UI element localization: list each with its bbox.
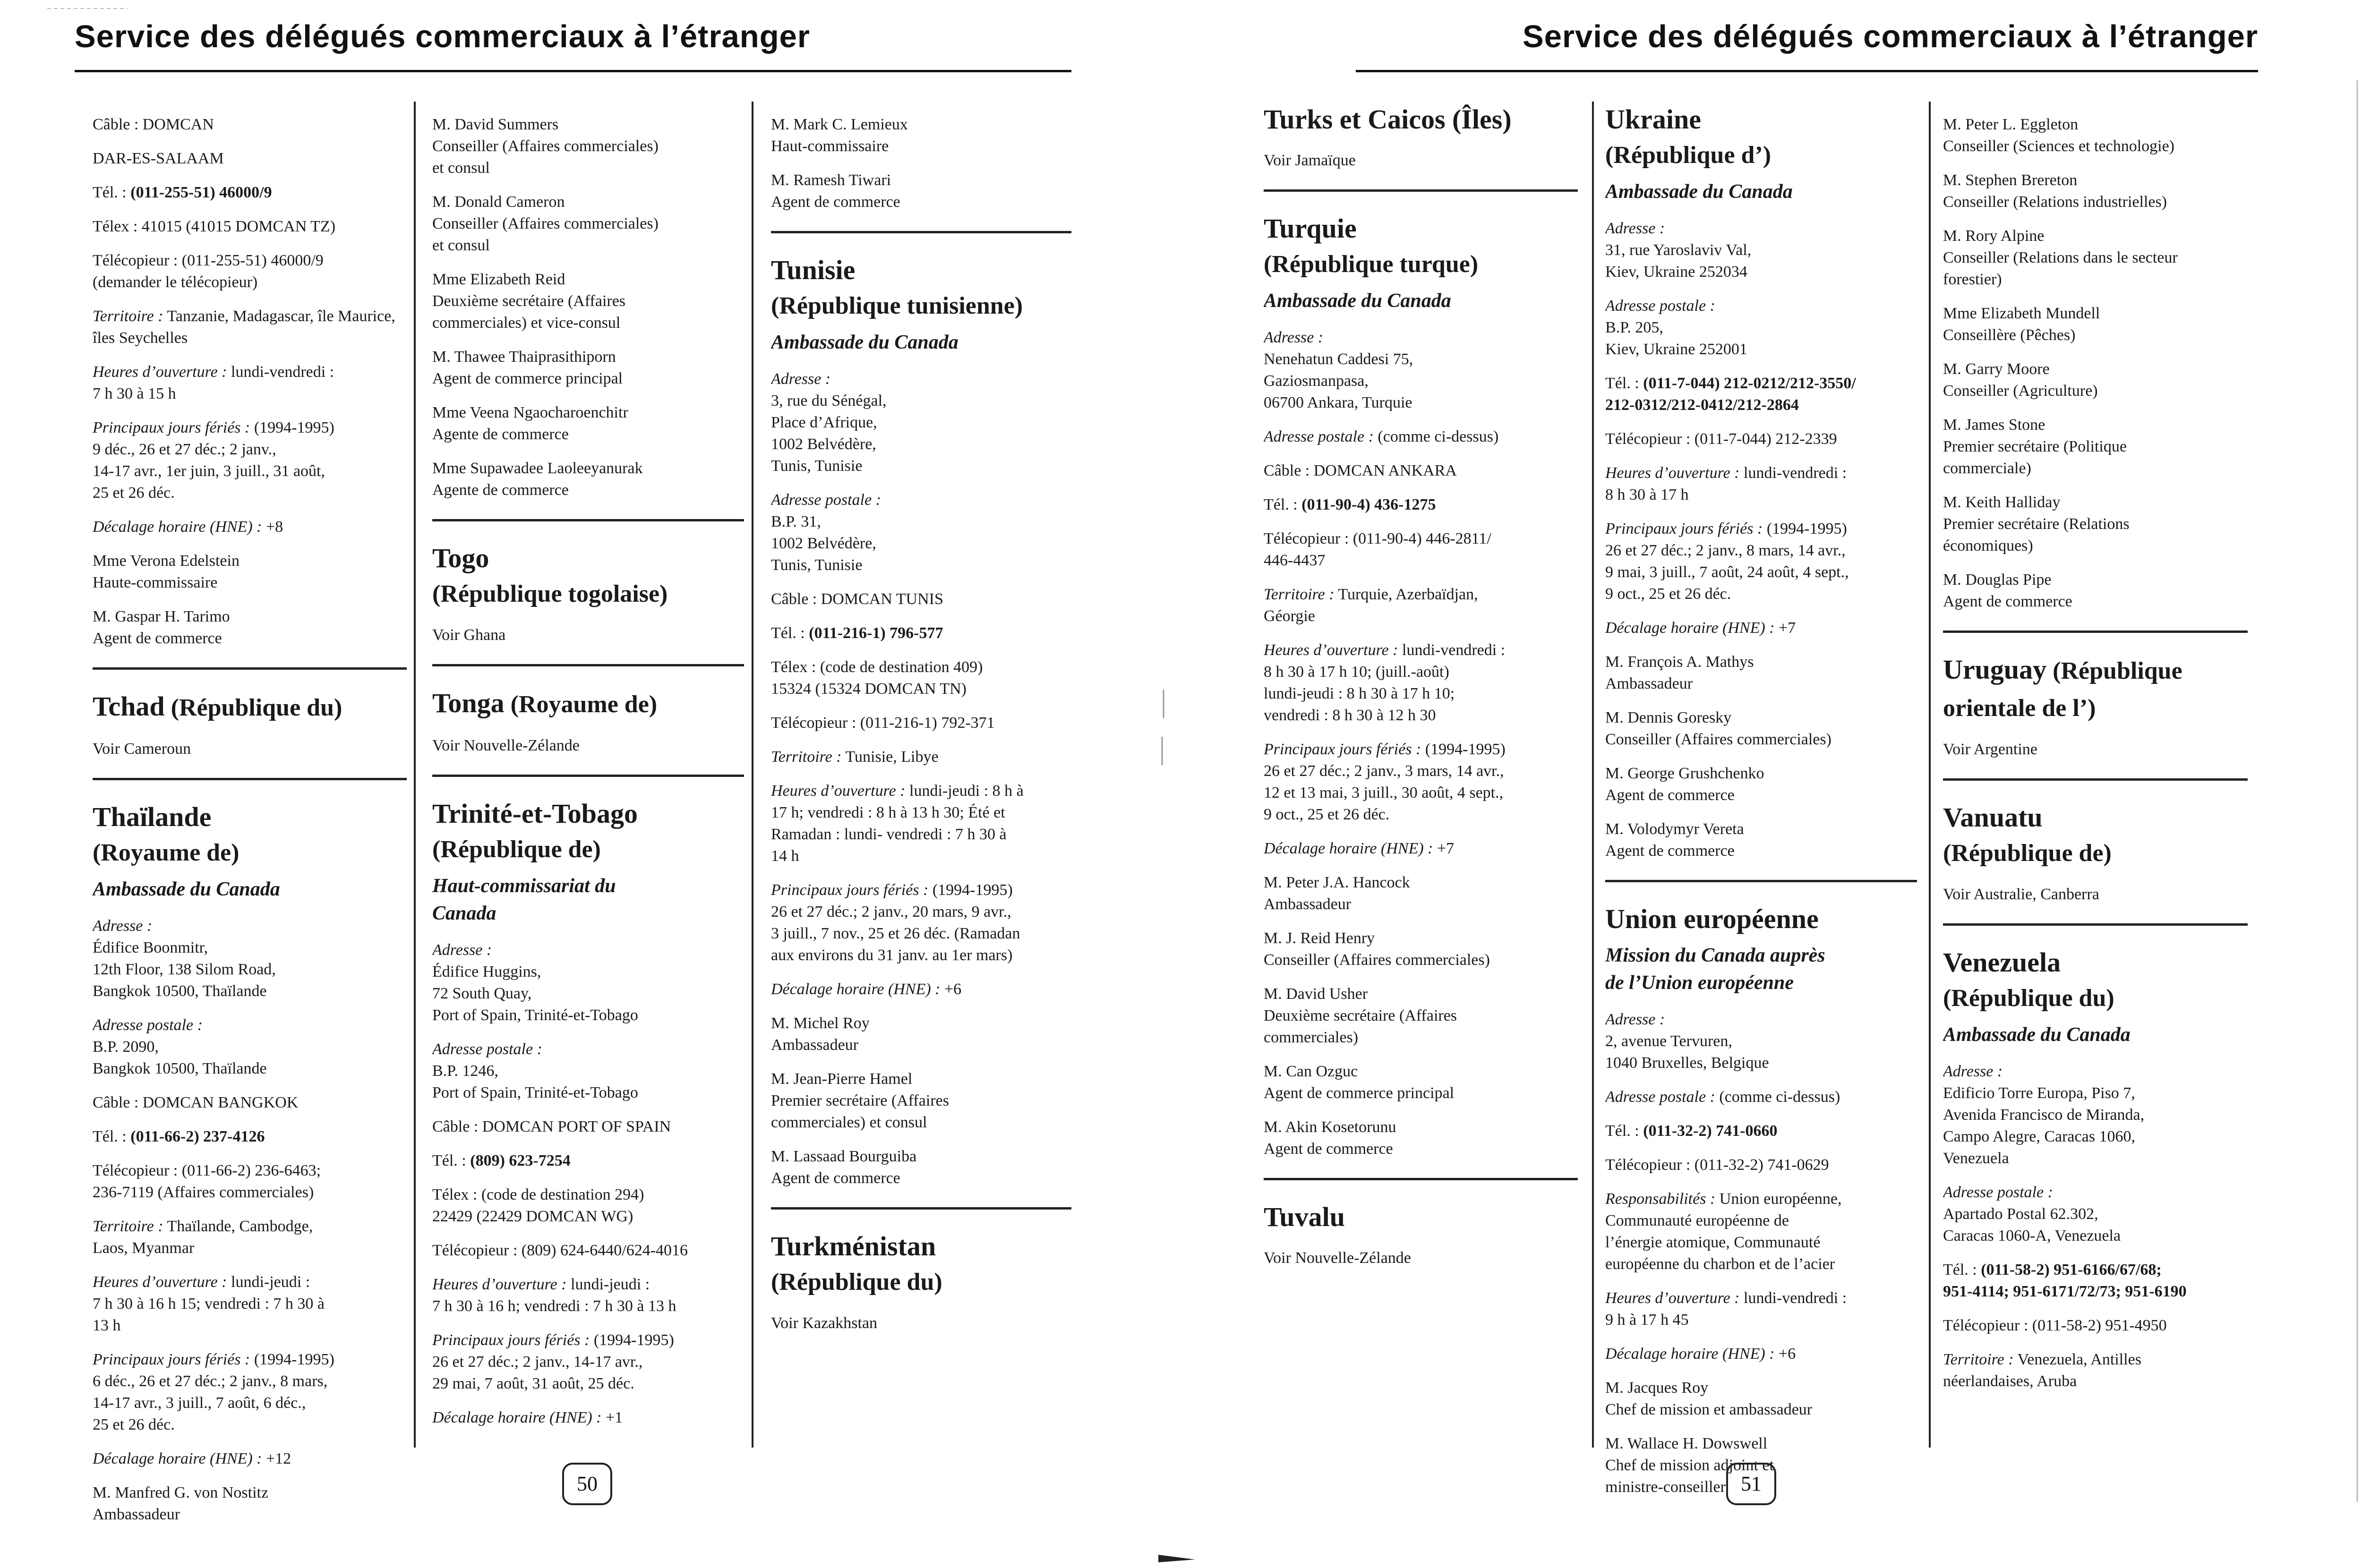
field-label: Adresse :	[1264, 329, 1324, 346]
country-name: Turkménistan	[771, 1231, 936, 1261]
field-label: Adresse postale :	[1264, 428, 1374, 445]
country-qualifier: (République du)	[164, 694, 342, 721]
contact-value: (011-90-4) 436-1275	[1301, 496, 1436, 513]
country-subtitle: (République de)	[1943, 840, 2112, 867]
person-role: Chef de mission et ambassadeur	[1605, 1401, 1813, 1418]
field-value: Union européenne, Communauté européenne de l’énergie atomique, Communauté européenne du charbon et de l’acier	[1605, 1190, 1842, 1273]
person-role: Agente de commerce	[432, 426, 569, 443]
field-value: (comme ci-dessus)	[1715, 1088, 1840, 1106]
person-name: M. Akin Kosetorunu	[1264, 1118, 1396, 1136]
person-name: M. Jacques Roy	[1605, 1379, 1709, 1397]
country-subtitle: (République d’)	[1605, 142, 1772, 169]
field-value: (1994-1995) 26 et 27 déc.; 2 janv., 3 mars, 14 avr., 12 et 13 mai, 3 juill., 30 août, 4 sept., 9 oct., 25 et 26 déc.	[1264, 741, 1506, 823]
person-name: M. Donald Cameron	[432, 193, 565, 211]
page-number: 50	[562, 1463, 612, 1505]
field-value: lundi-jeudi : 8 h à 17 h; vendredi : 8 h à 13 h 30; Été et Ramadan : lundi- vendredi : 7 h 30 à 14 h	[771, 782, 1024, 865]
field-label: Principaux jours fériés :	[1605, 520, 1763, 537]
person-name: M. Peter J.A. Hancock	[1264, 874, 1410, 891]
field-value: +7	[1433, 840, 1455, 857]
country-name: Ukraine	[1605, 104, 1701, 135]
contact-value: (011-7-044) 212-0212/212-3550/ 212-0312/212-0412/212-2864	[1605, 375, 1856, 414]
contact-label: Tél. :	[1605, 1122, 1643, 1140]
field-label: Principaux jours fériés :	[1264, 741, 1421, 758]
contact-line: Câble : DOMCAN	[93, 116, 214, 133]
person-role: Ambassadeur	[1264, 895, 1352, 913]
person-name: M. Dennis Goresky	[1605, 709, 1732, 726]
mission-name: Ambassade du Canada	[1943, 1024, 2131, 1046]
person-role: Deuxième secrétaire (Affaires commerciales)	[1264, 1007, 1457, 1046]
field-label: Territoire :	[1943, 1351, 2014, 1368]
country-qualifier: (République orientale de l’)	[1943, 657, 2182, 722]
country-subtitle: (République du)	[771, 1269, 942, 1295]
contact-label: Tél. :	[1605, 375, 1643, 392]
person-name: M. Peter L. Eggleton	[1943, 116, 2079, 133]
field-value: lundi-vendredi : 9 h à 17 h 45	[1605, 1289, 1847, 1329]
field-value: B.P. 31, 1002 Belvédère, Tunis, Tunisie	[771, 513, 876, 574]
field-label: Adresse :	[432, 941, 492, 959]
contact-line: Télex : 41015 (41015 DOMCAN TZ)	[93, 218, 336, 235]
person-role: Conseillère (Pêches)	[1943, 326, 2076, 344]
person-role: Premier secrétaire (Relations économiques)	[1943, 515, 2130, 554]
field-label: Décalage horaire (HNE) :	[432, 1409, 602, 1426]
contact-value: (011-66-2) 237-4126	[130, 1128, 265, 1145]
contact-line: Câble : DOMCAN TUNIS	[771, 590, 943, 608]
field-label: Adresse :	[1605, 220, 1665, 237]
person-name: M. James Stone	[1943, 416, 2045, 434]
country-subtitle: (République tunisienne)	[771, 292, 1023, 319]
country-name: Vanuatu	[1943, 802, 2043, 833]
person-name: Mme Verona Edelstein	[93, 552, 240, 570]
contact-value: (011-255-51) 46000/9	[130, 184, 272, 201]
field-label: Décalage horaire (HNE) :	[1605, 1345, 1775, 1363]
person-name: M. David Usher	[1264, 985, 1368, 1003]
field-label: Adresse :	[771, 370, 831, 388]
field-value: (1994-1995) 26 et 27 déc.; 2 janv., 14-17 avr., 29 mai, 7 août, 31 août, 25 déc.	[432, 1331, 674, 1392]
person-name: Mme Supawadee Laoleeyanurak	[432, 460, 643, 477]
field-value: +6	[1774, 1345, 1796, 1363]
field-label: Heures d’ouverture :	[1605, 1289, 1740, 1307]
person-name: M. Douglas Pipe	[1943, 571, 2052, 588]
field-label: Adresse postale :	[1605, 1088, 1715, 1106]
contact-line: Télécopieur : (011-58-2) 951-4950	[1943, 1317, 2167, 1334]
field-label: Adresse postale :	[1943, 1184, 2053, 1201]
contact-line: Télécopieur : (011-7-044) 212-2339	[1605, 430, 1837, 448]
person-role: Ambassadeur	[771, 1036, 859, 1054]
person-role: Ambassadeur	[1605, 675, 1693, 692]
person-name: M. Can Ozguc	[1264, 1063, 1358, 1080]
contact-value: (011-216-1) 796-577	[809, 624, 943, 642]
field-label: Décalage horaire (HNE) :	[771, 980, 941, 998]
see-reference: Voir Nouvelle-Zélande	[1264, 1249, 1411, 1267]
field-value: Édifice Boonmitr, 12th Floor, 138 Silom Road, Bangkok 10500, Thaïlande	[93, 939, 276, 1000]
person-name: M. George Grushchenko	[1605, 765, 1764, 782]
mission-name: Ambassade du Canada	[1605, 181, 1793, 203]
country-name: Union européenne	[1605, 903, 1819, 934]
contact-line: Télex : (code de destination 294) 22429 (22429 DOMCAN WG)	[432, 1186, 644, 1225]
field-label: Adresse postale :	[1605, 297, 1715, 315]
field-value: Tanzanie, Madagascar, île Maurice, îles Seychelles	[93, 307, 395, 347]
person-role: Ambassadeur	[93, 1506, 180, 1523]
field-value: B.P. 205, Kiev, Ukraine 252001	[1605, 319, 1747, 358]
person-name: M. Jean-Pierre Hamel	[771, 1070, 913, 1088]
see-reference: Voir Nouvelle-Zélande	[432, 737, 580, 754]
field-value: (1994-1995) 6 déc., 26 et 27 déc.; 2 janv., 8 mars, 14-17 avr., 3 juill., 7 août, 6 déc., 25 et 26 déc.	[93, 1351, 334, 1433]
country-name: Turquie	[1264, 213, 1357, 244]
see-reference: Voir Australie, Canberra	[1943, 886, 2099, 903]
person-name: M. Ramesh Tiwari	[771, 171, 891, 189]
contact-value: (011-32-2) 741-0660	[1643, 1122, 1778, 1140]
page-header-right: Service des délégués commerciaux à l’étranger	[1523, 19, 2258, 54]
contact-line: Télécopieur : (011-255-51) 46000/9 (demander le télécopieur)	[93, 252, 324, 291]
field-label: Principaux jours fériés :	[771, 881, 929, 899]
field-label: Responsabilités :	[1605, 1190, 1716, 1208]
contact-label: Tél. :	[771, 624, 809, 642]
person-name: M. Rory Alpine	[1943, 227, 2045, 245]
field-value: Apartado Postal 62.302, Caracas 1060-A, Venezuela	[1943, 1205, 2121, 1244]
mission-name: Mission du Canada auprès de l’Union européenne	[1605, 945, 1825, 994]
person-role: Conseiller (Relations industrielles)	[1943, 193, 2167, 211]
country-name: Venezuela	[1943, 947, 2061, 978]
person-role: Conseiller (Relations dans le secteur forestier)	[1943, 249, 2178, 288]
person-name: M. Keith Halliday	[1943, 494, 2061, 511]
field-value: 3, rue du Sénégal, Place d’Afrique, 1002 Belvédère, Tunis, Tunisie	[771, 392, 887, 475]
field-label: Territoire :	[1264, 586, 1335, 603]
field-value: lundi-jeudi : 7 h 30 à 16 h 15; vendredi : 7 h 30 à 13 h	[93, 1273, 325, 1334]
person-name: M. J. Reid Henry	[1264, 929, 1375, 947]
field-value: Thaïlande, Cambodge, Laos, Myanmar	[93, 1218, 313, 1257]
field-label: Adresse :	[1943, 1063, 2003, 1080]
see-reference: Voir Kazakhstan	[771, 1314, 878, 1332]
field-value: Nenehatun Caddesi 75, Gaziosmanpasa, 06700 Ankara, Turquie	[1264, 350, 1413, 411]
field-value: Tunisie, Libye	[841, 748, 939, 766]
country-name: Tuvalu	[1264, 1202, 1345, 1232]
field-label: Adresse :	[93, 917, 153, 935]
person-role: Premier secrétaire (Politique commerciale)	[1943, 438, 2127, 477]
contact-line: Câble : DOMCAN PORT OF SPAIN	[432, 1118, 671, 1135]
field-label: Adresse postale :	[93, 1016, 203, 1034]
person-name: M. Gaspar H. Tarimo	[93, 608, 230, 625]
see-reference: Voir Ghana	[432, 626, 506, 644]
see-reference: Voir Jamaïque	[1264, 152, 1356, 169]
country-name: Togo	[432, 543, 489, 573]
field-value: lundi-vendredi : 7 h 30 à 15 h	[93, 363, 334, 402]
contact-value: (809) 623-7254	[470, 1152, 571, 1169]
contact-line: DAR-ES-SALAAM	[93, 150, 224, 167]
field-label: Territoire :	[771, 748, 842, 766]
field-value: (1994-1995) 9 déc., 26 et 27 déc.; 2 janv., 14-17 avr., 1er juin, 3 juill., 31 août, 25 et 26 déc.	[93, 419, 334, 502]
field-label: Heures d’ouverture :	[771, 782, 906, 800]
country-subtitle: (République de)	[432, 836, 601, 863]
contact-label: Tél. :	[1943, 1261, 1981, 1278]
field-label: Heures d’ouverture :	[93, 1273, 227, 1291]
field-value: B.P. 2090, Bangkok 10500, Thaïlande	[93, 1038, 267, 1077]
person-name: M. Volodymyr Vereta	[1605, 820, 1744, 838]
contact-label: Tél. :	[1264, 496, 1302, 513]
field-value: +6	[940, 980, 962, 998]
field-value: +8	[262, 518, 283, 536]
field-value: 31, rue Yaroslaviv Val, Kiev, Ukraine 252034	[1605, 241, 1752, 281]
person-role: Agent de commerce principal	[432, 370, 623, 387]
field-label: Heures d’ouverture :	[1605, 464, 1740, 482]
field-value: Édifice Huggins, 72 South Quay, Port of Spain, Trinité-et-Tobago	[432, 963, 638, 1024]
person-name: M. Lassaad Bourguiba	[771, 1148, 917, 1165]
field-label: Heures d’ouverture :	[1264, 641, 1398, 659]
field-value: Edificio Torre Europa, Piso 7, Avenida Francisco de Miranda, Campo Alegre, Caracas 1060, Venezuela	[1943, 1084, 2145, 1167]
contact-line: Câble : DOMCAN BANGKOK	[93, 1094, 299, 1111]
country-subtitle: (Royaume de)	[93, 839, 240, 866]
see-reference: Voir Argentine	[1943, 741, 2037, 758]
field-label: Principaux jours fériés :	[93, 419, 250, 436]
person-role: Agent de commerce principal	[1264, 1084, 1455, 1102]
person-role: Agent de commerce	[1943, 593, 2072, 610]
country-name: Trinité-et-Tobago	[432, 798, 638, 829]
person-name: Mme Veena Ngaocharoenchitr	[432, 404, 628, 421]
contact-line: Télécopieur : (011-66-2) 236-6463; 236-7119 (Affaires commerciales)	[93, 1162, 321, 1201]
person-name: M. Michel Roy	[771, 1014, 870, 1032]
person-role: Conseiller (Affaires commerciales)	[1605, 731, 1831, 748]
field-value: Turquie, Azerbaïdjan, Géorgie	[1264, 586, 1478, 625]
contact-line: Câble : DOMCAN ANKARA	[1264, 462, 1457, 479]
person-name: M. Mark C. Lemieux	[771, 116, 908, 133]
mission-name: Ambassade du Canada	[93, 878, 280, 900]
contact-label: Tél. :	[93, 184, 131, 201]
person-role: Conseiller (Sciences et technologie)	[1943, 137, 2174, 155]
field-label: Principaux jours fériés :	[93, 1351, 250, 1368]
person-role: Conseiller (Agriculture)	[1943, 382, 2098, 400]
contact-line: Télécopieur : (809) 624-6440/624-4016	[432, 1242, 688, 1259]
field-value: B.P. 1246, Port of Spain, Trinité-et-Tobago	[432, 1062, 638, 1101]
page-header-left: Service des délégués commerciaux à l’étranger	[75, 19, 810, 54]
contact-label: Tél. :	[432, 1152, 471, 1169]
field-label: Adresse :	[1605, 1011, 1665, 1028]
see-reference: Voir Cameroun	[93, 740, 191, 758]
person-name: M. Wallace H. Dowswell	[1605, 1435, 1768, 1452]
country-name: Thaïlande	[93, 801, 212, 832]
person-role: Agent de commerce	[1605, 842, 1735, 860]
mission-name: Ambassade du Canada	[771, 332, 958, 353]
person-role: Haut-commissaire	[771, 137, 889, 155]
person-role: Agent de commerce	[771, 1169, 900, 1187]
country-name: Uruguay	[1943, 654, 2047, 685]
person-name: M. Manfred G. von Nostitz	[93, 1484, 269, 1501]
person-role: Deuxième secrétaire (Affaires commerciales) et vice-consul	[432, 292, 626, 332]
person-role: Agent de commerce	[93, 630, 222, 647]
contact-line: Télécopieur : (011-32-2) 741-0629	[1605, 1156, 1829, 1174]
field-label: Heures d’ouverture :	[432, 1276, 567, 1293]
field-value: (1994-1995) 26 et 27 déc.; 2 janv., 8 mars, 14 avr., 9 mai, 3 juill., 7 août, 24 août, 4 sept., 9 oct., 25 et 26 déc.	[1605, 520, 1849, 603]
field-value: +7	[1774, 619, 1796, 637]
field-value: (comme ci-dessus)	[1373, 428, 1499, 445]
field-label: Territoire :	[93, 1218, 163, 1235]
field-value: +12	[262, 1450, 291, 1467]
field-value: Venezuela, Antilles néerlandaises, Aruba	[1943, 1351, 2141, 1390]
country-subtitle: (République turque)	[1264, 251, 1479, 278]
mission-name: Ambassade du Canada	[1264, 290, 1451, 312]
contact-line: Télex : (code de destination 409) 15324 (15324 DOMCAN TN)	[771, 658, 983, 698]
person-role: Agent de commerce	[1605, 786, 1735, 804]
country-name: Tonga	[432, 688, 505, 718]
person-role: Chef de mission adjoint et ministre-conseiller	[1605, 1457, 1774, 1496]
person-name: Mme Elizabeth Mundell	[1943, 305, 2100, 322]
country-subtitle: (République togolaise)	[432, 580, 668, 607]
field-value: +1	[601, 1409, 623, 1426]
country-name: Tchad	[93, 691, 165, 722]
country-subtitle: (République du)	[1943, 985, 2114, 1012]
country-qualifier: (Royaume de)	[504, 691, 658, 718]
contact-value: (011-58-2) 951-6166/67/68; 951-4114; 951-6171/72/73; 951-6190	[1943, 1261, 2187, 1300]
person-name: M. Garry Moore	[1943, 360, 2050, 378]
field-value: (1994-1995) 26 et 27 déc.; 2 janv., 20 mars, 9 avr., 3 juill., 7 nov., 25 et 26 déc. (Ramadan aux environs du 31 janv. au 1er mars)	[771, 881, 1020, 964]
field-value: lundi-jeudi : 7 h 30 à 16 h; vendredi : 7 h 30 à 13 h	[432, 1276, 676, 1315]
person-name: Mme Elizabeth Reid	[432, 271, 565, 288]
person-role: Agent de commerce	[771, 193, 900, 211]
field-value: lundi-vendredi : 8 h 30 à 17 h 10; (juill.-août) lundi-jeudi : 8 h 30 à 17 h 10; vendredi : 8 h 30 à 12 h 30	[1264, 641, 1506, 724]
country-name: Turks et Caicos (Îles)	[1264, 104, 1512, 135]
person-name: M. David Summers	[432, 116, 559, 133]
person-role: Conseiller (Affaires commerciales)	[1264, 951, 1490, 969]
page-number: 51	[1726, 1463, 1776, 1505]
person-role: Conseiller (Affaires commerciales) et consul	[432, 137, 659, 177]
field-label: Heures d’ouverture :	[93, 363, 227, 381]
field-value: 2, avenue Tervuren, 1040 Bruxelles, Belgique	[1605, 1032, 1769, 1072]
field-label: Principaux jours fériés :	[432, 1331, 590, 1349]
contact-label: Tél. :	[93, 1128, 131, 1145]
contact-line: Télécopieur : (011-216-1) 792-371	[771, 714, 995, 732]
field-label: Décalage horaire (HNE) :	[1264, 840, 1433, 857]
contact-line: Télécopieur : (011-90-4) 446-2811/ 446-4437	[1264, 530, 1491, 569]
person-name: M. François A. Mathys	[1605, 653, 1754, 671]
person-role: Conseiller (Affaires commerciales) et consul	[432, 215, 659, 254]
field-label: Décalage horaire (HNE) :	[1605, 619, 1775, 637]
field-label: Adresse postale :	[432, 1040, 542, 1058]
person-role: Agente de commerce	[432, 481, 569, 499]
person-name: M. Thawee Thaiprasithiporn	[432, 348, 616, 366]
country-name: Tunisie	[771, 255, 856, 285]
field-label: Adresse postale :	[771, 491, 881, 509]
person-role: Haute-commissaire	[93, 574, 218, 591]
field-label: Décalage horaire (HNE) :	[93, 518, 262, 536]
person-role: Premier secrétaire (Affaires commerciales) et consul	[771, 1092, 949, 1131]
field-label: Décalage horaire (HNE) :	[93, 1450, 262, 1467]
person-role: Agent de commerce	[1264, 1140, 1393, 1158]
person-name: M. Stephen Brereton	[1943, 171, 2078, 189]
field-label: Territoire :	[93, 307, 163, 325]
mission-name: Haut-commissariat du Canada	[432, 875, 616, 924]
field-value: lundi-vendredi : 8 h 30 à 17 h	[1605, 464, 1847, 503]
